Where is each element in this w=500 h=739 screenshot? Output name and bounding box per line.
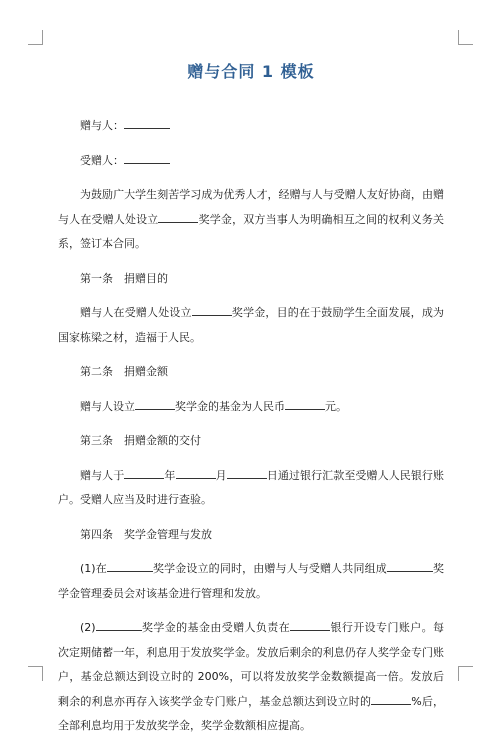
day-blank[interactable] [227,468,267,479]
intro-paragraph [58,183,444,257]
article-2-text-c: 元。 [325,399,347,413]
article-2-heading: 第二条 捐赠金额 [80,365,168,378]
article-2-name-blank[interactable] [135,399,175,410]
donee-line [58,149,444,174]
article-4-item-1-blank-a[interactable] [107,561,153,572]
percent-blank[interactable] [371,694,411,705]
document-title: 赠与合同 1 模板 [187,62,315,81]
donee-blank[interactable] [124,153,170,164]
donor-line [58,114,444,139]
article-3-text-d: 日通过银行汇款至受赠人人民银行账户。受赠人应当及时进行查验。 [58,468,445,506]
article-3-heading: 第三条 捐赠金额的交付 [80,434,201,447]
article-1-blank[interactable] [192,305,232,316]
article-4-item-1-text-b: 奖学金设立的同时，由赠与人与受赠人共同组成 [152,562,387,575]
article-4-item-2-blank-a[interactable] [96,620,142,631]
article-2-amount-blank[interactable] [285,399,325,410]
crop-mark-top-left [28,30,43,45]
article-1-body [58,301,444,350]
article-4-item-2-text-d: %后，全部利息均用于发放奖学金，奖学金数额相应提高。 [58,694,445,732]
donor-label: 赠与人： [80,119,124,132]
document-page [58,60,444,739]
article-4-item-1-blank-b[interactable] [387,561,433,572]
donor-blank[interactable] [124,118,170,129]
year-blank[interactable] [124,468,164,479]
article-2-body [58,395,444,420]
intro-text-a: 为鼓励广大学生刻苦学习成为优秀人才，经赠与人与受赠人友好协商，由赠与人在受赠人处设立 [58,188,444,226]
crop-mark-top-right [458,30,473,45]
article-4-heading: 第四条 奖学金管理与发放 [80,527,212,541]
donee-label: 受赠人： [80,153,124,167]
article-3-text-c: 月 [215,468,227,482]
article-1-text-b: 奖学金，目的在于鼓励学生全面发展，成为国家栋梁之材，造福于人民。 [58,306,445,344]
scholarship-name-blank[interactable] [158,212,198,223]
crop-mark-bottom-left [28,666,43,681]
article-4-item-1-text-a: (1)在 [80,562,107,575]
article-4-item-1-text-c: 奖学金管理委员会对该基金进行管理和发放。 [58,562,444,600]
article-3-body [58,464,444,513]
article-4-item-2-text-c: 银行开设专门账户。每次定期储蓄一年，利息用于发放奖学金。发放后剩余的利息仍存人奖学金专门账户，基金总额达到设立时的 200%，可以将发放奖学金数额提高一倍。发放后剩余的利息亦再存入该奖学金专门账户，基金总额达到设立时的 [58,621,445,708]
article-4-item-2 [58,616,444,739]
intro-text-b: 奖学金，双方当事人为明确相互之间的权利义务关系，签订本合同。 [58,212,444,250]
bank-name-blank[interactable] [290,620,330,631]
article-4-item-1 [58,557,444,606]
month-blank[interactable] [176,468,216,479]
article-4-item-2-text-a: (2) [80,621,96,634]
article-1-text-a: 赠与人在受赠人处设立 [80,306,192,319]
article-4-item-2-text-b: 奖学金的基金由受赠人负责在 [141,621,291,634]
article-1-heading: 第一条 捐赠目的 [80,271,168,285]
article-3-text-a: 赠与人于 [80,468,125,482]
article-2-text-a: 赠与人设立 [80,399,135,413]
crop-mark-bottom-right [458,666,473,681]
article-2-text-b: 奖学金的基金为人民币 [175,399,285,413]
article-3-text-b: 年 [164,468,176,482]
